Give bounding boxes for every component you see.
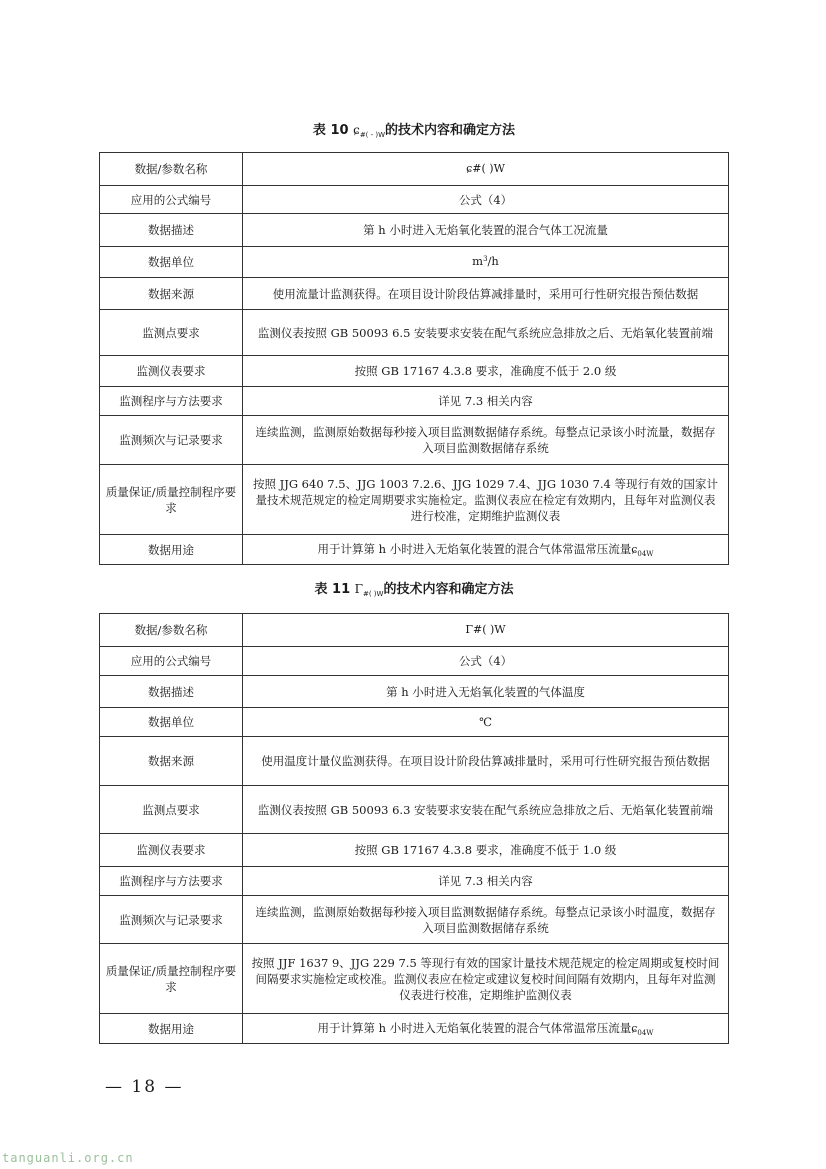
row-value: 监测仪表按照 GB 50093 6.3 安装要求安装在配气系统应急排放之后、无焰氧化装置前端 [243,786,729,834]
caption-symbol: Γ [354,582,363,596]
row-value: 按照 GB 17167 4.3.8 要求，准确度不低于 1.0 级 [243,834,729,867]
page-number: — 18 — [105,1077,184,1097]
row-value [243,1014,729,1044]
caption-prefix: 表 10 [312,123,349,138]
table-row [100,535,729,565]
row-key: 应用的公式编号 [100,647,243,676]
unit-tail: /h [487,254,499,268]
row-value: 按照 GB 17167 4.3.8 要求，准确度不低于 2.0 级 [243,356,729,387]
row-value: 详见 7.3 相关内容 [243,867,729,896]
table-row [100,1014,729,1044]
table-row [100,387,729,416]
usage-symbol: ɕ [631,542,638,556]
table-row [100,867,729,896]
row-value: 公式（4） [243,647,729,676]
row-value: 详见 7.3 相关内容 [243,387,729,416]
table-row [100,614,729,647]
row-key: 监测频次与记录要求 [100,416,243,465]
table-row [100,465,729,535]
table-row [100,186,729,214]
table-row [100,153,729,186]
row-value: 连续监测，监测原始数据每秒接入项目监测数据储存系统。每整点记录该小时流量，数据存入项目监测数据储存系统 [243,416,729,465]
row-value: 第 h 小时进入无焰氧化装置的混合气体工况流量 [243,214,729,247]
table-11-caption [99,580,729,600]
row-key: 质量保证/质量控制程序要求 [100,465,243,535]
table-row [100,278,729,310]
row-value: 按照 JJG 640 7.5、JJG 1003 7.2.6、JJG 1029 7.4、JJG 1030 7.4 等现行有效的国家计量技术规范规定的检定周期要求实施检定。监测仪表应在检定有效期内，且每年对监测仪表进行校准，定期维护监测仪表 [243,465,729,535]
row-value: 公式（4） [243,186,729,214]
row-key: 应用的公式编号 [100,186,243,214]
table-row [100,786,729,834]
table-10-caption [99,121,729,141]
table-row [100,708,729,737]
row-value: ɕ#( )W [243,153,729,186]
row-key: 监测点要求 [100,310,243,356]
row-key: 数据来源 [100,278,243,310]
row-key: 监测仪表要求 [100,834,243,867]
row-key: 数据单位 [100,247,243,278]
row-key: 数据用途 [100,535,243,565]
caption-symbol: ɕ [353,123,360,137]
unit-main: m [472,254,484,268]
caption-suffix: 的技术内容和确定方法 [383,582,514,597]
usage-text: 用于计算第 h 小时进入无焰氧化装置的混合气体常温常压流量 [317,541,632,556]
table-row [100,310,729,356]
row-key: 数据描述 [100,214,243,247]
unit-superscript: 3 [483,255,488,263]
table-row [100,834,729,867]
caption-subscript: #( - )W [359,131,386,139]
usage-subscript: 04W [637,549,654,558]
row-key: 数据/参数名称 [100,153,243,186]
table-row [100,676,729,708]
table-row [100,944,729,1014]
row-key: 数据描述 [100,676,243,708]
row-value: ℃ [243,708,729,737]
table-row [100,356,729,387]
row-key: 数据单位 [100,708,243,737]
table-row [100,247,729,278]
row-value: 连续监测，监测原始数据每秒接入项目监测数据储存系统。每整点记录该小时温度，数据存入项目监测数据储存系统 [243,896,729,944]
row-value: 使用温度计量仪监测获得。在项目设计阶段估算减排量时，采用可行性研究报告预估数据 [243,737,729,786]
row-key: 监测仪表要求 [100,356,243,387]
caption-subscript: #( )W [362,590,384,598]
table-row [100,737,729,786]
table-row [100,647,729,676]
row-key: 监测频次与记录要求 [100,896,243,944]
usage-text: 用于计算第 h 小时进入无焰氧化装置的混合气体常温常压流量 [317,1020,632,1035]
table-11 [99,613,729,1044]
row-key: 数据来源 [100,737,243,786]
row-value: 第 h 小时进入无焰氧化装置的气体温度 [243,676,729,708]
usage-symbol: ɕ [631,1021,638,1035]
row-key: 数据/参数名称 [100,614,243,647]
row-key: 数据用途 [100,1014,243,1044]
table-row [100,214,729,247]
row-key: 质量保证/质量控制程序要求 [100,944,243,1014]
caption-prefix: 表 11 [314,582,351,597]
row-value: 按照 JJF 1637 9、JJG 229 7.5 等现行有效的国家计量技术规范规定的检定周期或复校时间间隔要求实施检定或校准。监测仪表应在检定或建议复校时间间隔有效期内，且每年对监测仪表进行校准，定期维护监测仪表 [243,944,729,1014]
row-value [243,535,729,565]
row-value [243,247,729,278]
table-row [100,896,729,944]
row-value: 监测仪表按照 GB 50093 6.5 安装要求安装在配气系统应急排放之后、无焰氧化装置前端 [243,310,729,356]
row-key: 监测程序与方法要求 [100,867,243,896]
caption-suffix: 的技术内容和确定方法 [385,123,516,138]
usage-subscript: 04W [637,1028,654,1037]
table-10 [99,152,729,565]
table-row [100,416,729,465]
row-key: 监测点要求 [100,786,243,834]
row-value: 使用流量计监测获得。在项目设计阶段估算减排量时，采用可行性研究报告预估数据 [243,278,729,310]
row-key: 监测程序与方法要求 [100,387,243,416]
row-value: Γ#( )W [243,614,729,647]
watermark: tanguanli.org.cn [2,1151,134,1165]
